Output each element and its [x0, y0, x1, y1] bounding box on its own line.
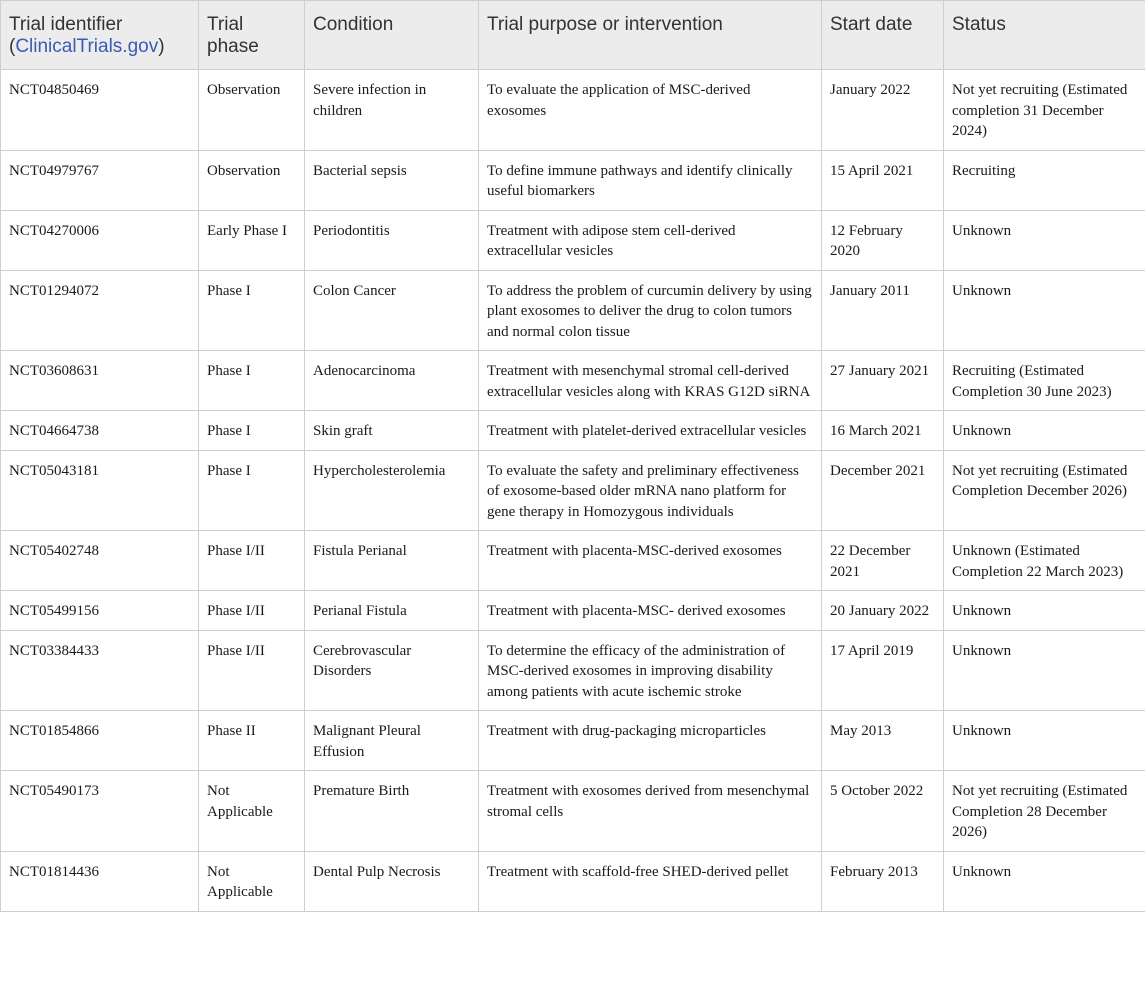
table-row	[1, 270, 1145, 351]
header-paren-close: )	[158, 36, 165, 57]
trial-phase-cell: Phase I/II	[199, 630, 305, 711]
trial-id-cell: NCT04850469	[1, 70, 199, 151]
trial-id-cell: NCT05043181	[1, 450, 199, 531]
trial-phase-cell: Phase II	[199, 711, 305, 771]
start-date-cell: December 2021	[822, 450, 944, 531]
condition-cell: Fistula Perianal	[305, 531, 479, 591]
trial-id-cell: NCT03384433	[1, 630, 199, 711]
purpose-cell: Treatment with scaffold-free SHED-derived pellet	[479, 851, 822, 911]
purpose-cell: Treatment with mesenchymal stromal cell-derived extracellular vesicles along with KRAS G12D siRNA	[479, 351, 822, 411]
trial-id-cell: NCT03608631	[1, 351, 199, 411]
trial-phase-cell: Observation	[199, 70, 305, 151]
start-date-cell: 16 March 2021	[822, 411, 944, 451]
header-condition: Condition	[305, 1, 479, 70]
start-date-cell: January 2022	[822, 70, 944, 151]
table-row	[1, 411, 1145, 451]
header-status: Status	[944, 1, 1145, 70]
purpose-cell: To determine the efficacy of the administration of MSC-derived exosomes in improving disability among patients with acute ischemic stroke	[479, 630, 822, 711]
trial-id-cell: NCT05490173	[1, 771, 199, 852]
purpose-cell: To address the problem of curcumin delivery by using plant exosomes to deliver the drug to colon tumors and normal colon tissue	[479, 270, 822, 351]
status-cell: Unknown	[944, 851, 1145, 911]
purpose-cell: Treatment with platelet-derived extracellular vesicles	[479, 411, 822, 451]
status-cell: Unknown	[944, 630, 1145, 711]
trial-id-cell: NCT04270006	[1, 210, 199, 270]
table-row	[1, 70, 1145, 151]
trial-id-cell: NCT05402748	[1, 531, 199, 591]
header-trial-identifier-label: Trial identifier	[9, 14, 123, 35]
trial-phase-cell: Phase I	[199, 270, 305, 351]
trial-phase-cell: Observation	[199, 150, 305, 210]
status-cell: Unknown	[944, 270, 1145, 351]
trial-id-cell: NCT05499156	[1, 591, 199, 631]
trial-id-cell: NCT01294072	[1, 270, 199, 351]
table-row	[1, 711, 1145, 771]
trial-phase-cell: Phase I	[199, 411, 305, 451]
condition-cell: Malignant Pleural Effusion	[305, 711, 479, 771]
start-date-cell: 5 October 2022	[822, 771, 944, 852]
table-row	[1, 351, 1145, 411]
trial-id-cell: NCT04979767	[1, 150, 199, 210]
clinicaltrials-link[interactable]: ClinicalTrials.gov	[15, 36, 159, 57]
purpose-cell: Treatment with placenta-MSC-derived exosomes	[479, 531, 822, 591]
table-row	[1, 851, 1145, 911]
start-date-cell: 12 February 2020	[822, 210, 944, 270]
trial-id-cell: NCT01854866	[1, 711, 199, 771]
condition-cell: Hypercholesterolemia	[305, 450, 479, 531]
trial-phase-cell: Phase I	[199, 351, 305, 411]
condition-cell: Adenocarcinoma	[305, 351, 479, 411]
status-cell: Recruiting (Estimated Completion 30 June 2023)	[944, 351, 1145, 411]
condition-cell: Cerebrovascular Disorders	[305, 630, 479, 711]
table-row	[1, 450, 1145, 531]
status-cell: Unknown (Estimated Completion 22 March 2023)	[944, 531, 1145, 591]
start-date-cell: 20 January 2022	[822, 591, 944, 631]
table-row	[1, 630, 1145, 711]
condition-cell: Colon Cancer	[305, 270, 479, 351]
header-start-date: Start date	[822, 1, 944, 70]
status-cell: Unknown	[944, 711, 1145, 771]
table-header	[1, 1, 1145, 70]
header-trial-phase: Trial phase	[199, 1, 305, 70]
trial-phase-cell: Phase I	[199, 450, 305, 531]
start-date-cell: May 2013	[822, 711, 944, 771]
purpose-cell: To evaluate the safety and preliminary effectiveness of exosome-based older mRNA nano platform for gene therapy in Homozygous individuals	[479, 450, 822, 531]
condition-cell: Periodontitis	[305, 210, 479, 270]
start-date-cell: 17 April 2019	[822, 630, 944, 711]
header-paren-open: (	[9, 36, 16, 57]
condition-cell: Bacterial sepsis	[305, 150, 479, 210]
start-date-cell: 15 April 2021	[822, 150, 944, 210]
trial-phase-cell: Phase I/II	[199, 531, 305, 591]
status-cell: Not yet recruiting (Estimated Completion December 2026)	[944, 450, 1145, 531]
start-date-cell: February 2013	[822, 851, 944, 911]
condition-cell: Perianal Fistula	[305, 591, 479, 631]
purpose-cell: Treatment with placenta-MSC- derived exosomes	[479, 591, 822, 631]
trial-phase-cell: Early Phase I	[199, 210, 305, 270]
table-body	[1, 70, 1145, 912]
header-purpose: Trial purpose or intervention	[479, 1, 822, 70]
trial-phase-cell: Not Applicable	[199, 771, 305, 852]
table-row	[1, 210, 1145, 270]
trial-id-cell: NCT04664738	[1, 411, 199, 451]
table-row	[1, 591, 1145, 631]
status-cell: Recruiting	[944, 150, 1145, 210]
condition-cell: Dental Pulp Necrosis	[305, 851, 479, 911]
status-cell: Not yet recruiting (Estimated Completion 28 December 2026)	[944, 771, 1145, 852]
status-cell: Unknown	[944, 591, 1145, 631]
purpose-cell: Treatment with adipose stem cell-derived extracellular vesicles	[479, 210, 822, 270]
status-cell: Unknown	[944, 411, 1145, 451]
table-row	[1, 531, 1145, 591]
start-date-cell: January 2011	[822, 270, 944, 351]
purpose-cell: To evaluate the application of MSC-derived exosomes	[479, 70, 822, 151]
header-trial-identifier	[1, 1, 199, 70]
start-date-cell: 27 January 2021	[822, 351, 944, 411]
table-row	[1, 771, 1145, 852]
trial-id-cell: NCT01814436	[1, 851, 199, 911]
start-date-cell: 22 December 2021	[822, 531, 944, 591]
condition-cell: Premature Birth	[305, 771, 479, 852]
condition-cell: Skin graft	[305, 411, 479, 451]
purpose-cell: Treatment with exosomes derived from mesenchymal stromal cells	[479, 771, 822, 852]
header-row	[1, 1, 1145, 70]
status-cell: Not yet recruiting (Estimated completion 31 December 2024)	[944, 70, 1145, 151]
condition-cell: Severe infection in children	[305, 70, 479, 151]
purpose-cell: Treatment with drug-packaging microparticles	[479, 711, 822, 771]
purpose-cell: To define immune pathways and identify clinically useful biomarkers	[479, 150, 822, 210]
table-row	[1, 150, 1145, 210]
status-cell: Unknown	[944, 210, 1145, 270]
trial-phase-cell: Phase I/II	[199, 591, 305, 631]
trial-phase-cell: Not Applicable	[199, 851, 305, 911]
